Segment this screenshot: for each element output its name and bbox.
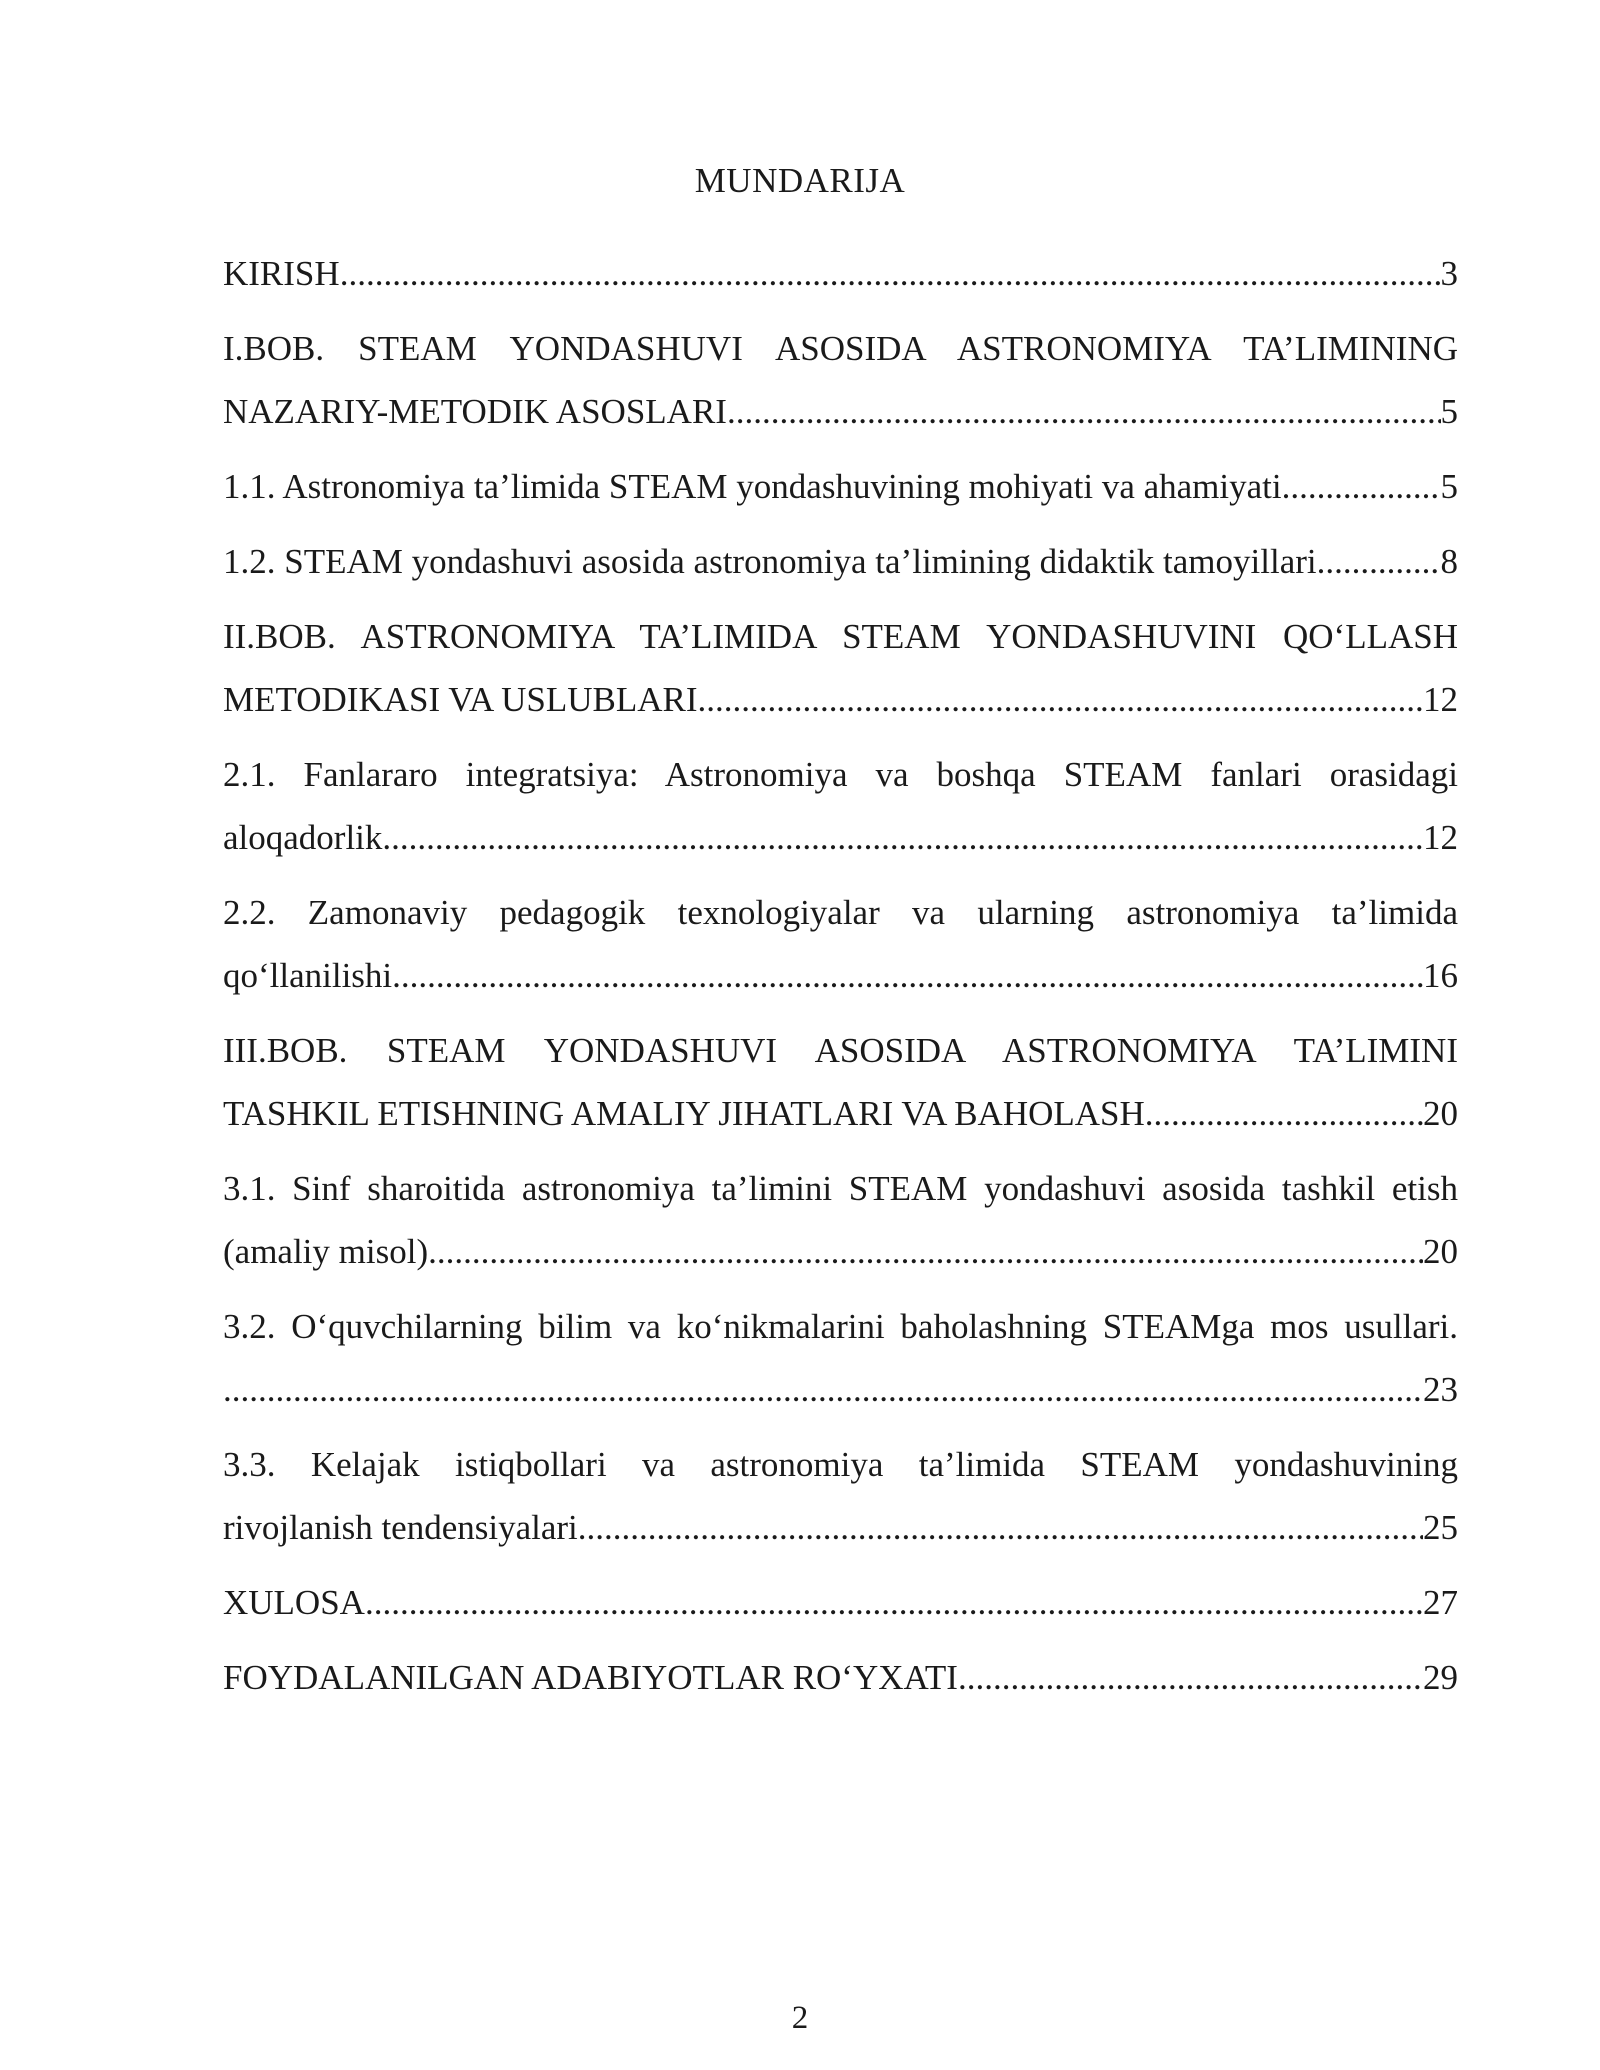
dot-leader <box>392 944 1423 1007</box>
toc-entry-page-number: 5 <box>1440 467 1458 506</box>
toc-entry-text-line: II.BOB. ASTRONOMIYA TA’LIMIDA STEAM YONDASHUVINI QO‘LLASH <box>223 617 1458 656</box>
toc-entry-leader-line <box>223 668 1458 731</box>
toc-entry[interactable] <box>223 1157 1458 1283</box>
table-of-contents <box>223 242 1458 1721</box>
toc-entry-leader-line <box>223 455 1458 518</box>
toc-entry[interactable] <box>223 1433 1458 1559</box>
toc-entry-text-line: 3.3. Kelajak istiqbollari va astronomiya ta’limida STEAM yondashuvining <box>223 1445 1458 1484</box>
toc-entry-title: FOYDALANILGAN ADABIYOTLAR RO‘YXATI <box>223 1658 958 1697</box>
toc-entry-title: TASHKIL ETISHNING AMALIY JIHATLARI VA BAHOLASH <box>223 1094 1145 1133</box>
dot-leader <box>958 1646 1423 1709</box>
toc-entry[interactable] <box>223 1295 1458 1421</box>
toc-entry[interactable] <box>223 317 1458 443</box>
dot-leader <box>365 1571 1423 1634</box>
page-number: 2 <box>791 2000 809 2036</box>
dot-leader <box>698 668 1424 731</box>
dot-leader <box>382 806 1423 869</box>
toc-entry-leader-line <box>223 1646 1458 1709</box>
toc-entry-page-number: 8 <box>1440 542 1458 581</box>
toc-entry-page-number: 16 <box>1423 956 1458 995</box>
dot-leader <box>223 1358 1423 1421</box>
toc-entry[interactable] <box>223 1019 1458 1145</box>
toc-entry-leader-line <box>223 1082 1458 1145</box>
toc-entry-title: 1.2. STEAM yondashuvi asosida astronomiya ta’limining didaktik tamoyillari <box>223 542 1317 581</box>
toc-entry-leader-line <box>223 1571 1458 1634</box>
toc-entry-page-number: 12 <box>1423 680 1458 719</box>
toc-entry-text-line: I.BOB. STEAM YONDASHUVI ASOSIDA ASTRONOMIYA TA’LIMINING <box>223 329 1458 368</box>
toc-entry-leader-line <box>223 806 1458 869</box>
toc-entry[interactable] <box>223 530 1458 593</box>
toc-entry-page-number: 29 <box>1423 1658 1458 1697</box>
toc-entry-title: METODIKASI VA USLUBLARI <box>223 680 698 719</box>
toc-entry-title: (amaliy misol) <box>223 1232 429 1271</box>
toc-entry-page-number: 25 <box>1423 1508 1458 1547</box>
toc-entry-title: NAZARIY-METODIK ASOSLARI <box>223 392 727 431</box>
toc-entry-page-number: 20 <box>1423 1232 1458 1271</box>
toc-entry-leader-line <box>223 1496 1458 1559</box>
dot-leader <box>1317 530 1441 593</box>
toc-entry[interactable] <box>223 455 1458 518</box>
toc-entry-text-line: 2.1. Fanlararo integratsiya: Astronomiya va boshqa STEAM fanlari orasidagi <box>223 755 1458 794</box>
toc-entry[interactable] <box>223 743 1458 869</box>
toc-entry-text-line: 3.2. O‘quvchilarning bilim va ko‘nikmalarini baholashning STEAMga mos usullari. <box>223 1307 1458 1346</box>
toc-entry-page-number: 12 <box>1423 818 1458 857</box>
toc-entry-page-number: 27 <box>1423 1583 1458 1622</box>
toc-entry-leader-line <box>223 1358 1458 1421</box>
toc-entry[interactable] <box>223 1571 1458 1634</box>
toc-entry[interactable] <box>223 242 1458 305</box>
toc-entry-page-number: 23 <box>1423 1370 1458 1409</box>
toc-entry[interactable] <box>223 605 1458 731</box>
toc-entry-page-number: 5 <box>1440 392 1458 431</box>
toc-entry-leader-line <box>223 380 1458 443</box>
dot-leader <box>1145 1082 1423 1145</box>
page-title: MUNDARIJA <box>694 161 906 200</box>
toc-entry-title: 1.1. Astronomiya ta’limida STEAM yondashuvining mohiyati va ahamiyati <box>223 467 1282 506</box>
dot-leader <box>578 1496 1423 1559</box>
toc-entry-leader-line <box>223 530 1458 593</box>
toc-entry-leader-line <box>223 242 1458 305</box>
toc-entry-text-line: 2.2. Zamonaviy pedagogik texnologiyalar va ularning astronomiya ta’limida <box>223 893 1458 932</box>
toc-entry-page-number: 3 <box>1440 254 1458 293</box>
toc-entry-page-number: 20 <box>1423 1094 1458 1133</box>
dot-leader <box>1282 455 1441 518</box>
dot-leader <box>428 1220 1423 1283</box>
toc-entry-title: aloqadorlik <box>223 818 383 857</box>
dot-leader <box>340 242 1441 305</box>
toc-entry-title: qo‘llanilishi <box>223 956 393 995</box>
toc-entry-text-line: 3.1. Sinf sharoitida astronomiya ta’limini STEAM yondashuvi asosida tashkil etish <box>223 1169 1458 1208</box>
dot-leader <box>727 380 1441 443</box>
toc-entry[interactable] <box>223 1646 1458 1709</box>
toc-entry-leader-line <box>223 944 1458 1007</box>
toc-entry-text-line: III.BOB. STEAM YONDASHUVI ASOSIDA ASTRONOMIYA TA’LIMINI <box>223 1031 1458 1070</box>
toc-entry-title: XULOSA <box>223 1583 365 1622</box>
toc-entry[interactable] <box>223 881 1458 1007</box>
toc-entry-leader-line <box>223 1220 1458 1283</box>
toc-entry-title: KIRISH <box>223 254 340 293</box>
toc-entry-title: rivojlanish tendensiyalari <box>223 1508 578 1547</box>
